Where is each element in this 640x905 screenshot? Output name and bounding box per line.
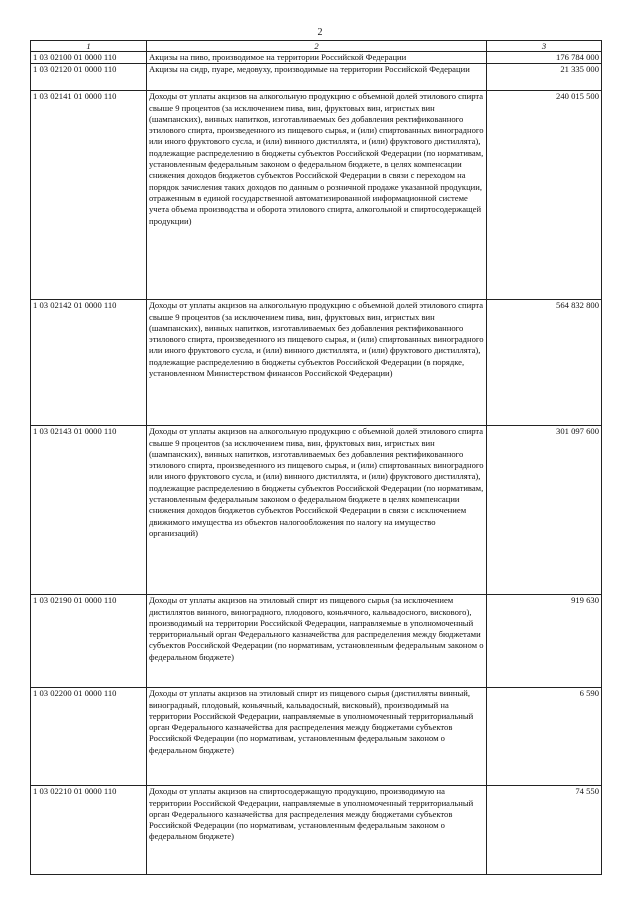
revenue-table: [30, 40, 602, 875]
revenue-description: Акцизы на сидр, пуаре, медовуху, производимые на территории Российской Федерации: [147, 64, 487, 91]
revenue-description: Доходы от уплаты акцизов на этиловый спирт из пищевого сырья (дистилляты винный, виноградный, плодовый, коньячный, кальвадосный, висковый), производимый на территории Российской Федерации, направляемые в уполномоченный территориальный орган Федерального казначейства для распределения между бюджетами субъектов Российской Федерации (по нормативам, установленным федеральным законом о федеральном бюджете): [147, 688, 487, 786]
revenue-description: Доходы от уплаты акцизов на этиловый спирт из пищевого сырья (за исключением дистиллятов винного, виноградного, плодового, коньячного, кальвадосного, вискового), производимый на территории Российской Федерации, направляемые в уполномоченный территориальный орган Федерального казначейства для распределения между бюджетами субъектов Российской Федерации (по нормативам, установленным федеральным законом о федеральном бюджете): [147, 595, 487, 688]
table-row: [31, 426, 602, 595]
budget-code: 1 03 02142 01 0000 110: [31, 300, 147, 426]
table-row: [31, 786, 602, 875]
table-header-row: [31, 41, 602, 52]
budget-code: 1 03 02200 01 0000 110: [31, 688, 147, 786]
revenue-amount: 919 630: [487, 595, 602, 688]
revenue-description: Доходы от уплаты акцизов на алкогольную продукцию с объемной долей этилового спирта свыше 9 процентов (за исключением пива, вин, фруктовых вин, игристых вин (шампанских), винных напитков, изготавливаемых без добавления ректификованного этилового спирта, произведенного из пищевого сырья, и (или) спиртованных виноградного или иного фруктового сусла, и (или) винного дистиллята, и (или) фруктового дистиллята), подлежащие распределению в бюджеты субъектов Российской Федерации (по нормативам, установленным федеральным законом о федеральном бюджете в целях компенсации снижения доходов бюджетов субъектов Российской Федерации в связи с исключением движимого имущества из объектов налогообложения по налогу на имущество организаций): [147, 426, 487, 595]
budget-code: 1 03 02190 01 0000 110: [31, 595, 147, 688]
column-header-code: 1: [31, 41, 147, 52]
revenue-description: Доходы от уплаты акцизов на алкогольную продукцию с объемной долей этилового спирта свыше 9 процентов (за исключением пива, вин, фруктовых вин, игристых вин (шампанских), винных напитков, изготавливаемых без добавления ректификованного этилового спирта, произведенного из пищевого сырья, и (или) спиртованных виноградного или иного фруктового сусла, и (или) винного дистиллята, и (или) фруктового дистиллята), подлежащие распределению в бюджеты субъектов Российской Федерации (по нормативам, установленным федеральным законом о федеральном бюджете, в целях компенсации снижения доходов бюджетов субъектов Российской Федерации в связи с переходом на порядок зачисления таких доходов по данным о розничной продаже указанной продукции, отраженным в единой государственной автоматизированной информационной системе учета объема производства и оборота этилового спирта, алкогольной и спиртосодержащей продукции): [147, 91, 487, 300]
column-header-amount: 3: [487, 41, 602, 52]
budget-code: 1 03 02141 01 0000 110: [31, 91, 147, 300]
column-header-description: 2: [147, 41, 487, 52]
table-row: [31, 52, 602, 64]
revenue-amount: 240 015 500: [487, 91, 602, 300]
budget-code: 1 03 02100 01 0000 110: [31, 52, 147, 64]
revenue-description: Доходы от уплаты акцизов на спиртосодержащую продукцию, производимую на территории Российской Федерации, направляемые в уполномоченный территориальный орган Федерального казначейства для распределения между бюджетами субъектов Российской Федерации (по нормативам, установленным федеральным законом о федеральном бюджете): [147, 786, 487, 875]
revenue-amount: 21 335 000: [487, 64, 602, 91]
table-row: [31, 300, 602, 426]
revenue-amount: 6 590: [487, 688, 602, 786]
table-row: [31, 64, 602, 91]
table-row: [31, 595, 602, 688]
revenue-amount: 564 832 800: [487, 300, 602, 426]
table-row: [31, 688, 602, 786]
budget-code: 1 03 02210 01 0000 110: [31, 786, 147, 875]
revenue-amount: 176 784 000: [487, 52, 602, 64]
revenue-description: Доходы от уплаты акцизов на алкогольную продукцию с объемной долей этилового спирта свыше 9 процентов (за исключением пива, вин, фруктовых вин, игристых вин (шампанских), винных напитков, изготавливаемых без добавления ректификованного этилового спирта, произведенного из пищевого сырья, и (или) спиртованных виноградного или иного фруктового сусла, и (или) винного дистиллята, и (или) фруктового дистиллята), подлежащие распределению в бюджеты субъектов Российской Федерации (в порядке, установленном Министерством финансов Российской Федерации): [147, 300, 487, 426]
revenue-amount: 74 550: [487, 786, 602, 875]
revenue-amount: 301 097 600: [487, 426, 602, 595]
page-number: 2: [317, 27, 323, 38]
revenue-description: Акцизы на пиво, производимое на территории Российской Федерации: [147, 52, 487, 64]
budget-code: 1 03 02143 01 0000 110: [31, 426, 147, 595]
budget-code: 1 03 02120 01 0000 110: [31, 64, 147, 91]
table-row: [31, 91, 602, 300]
